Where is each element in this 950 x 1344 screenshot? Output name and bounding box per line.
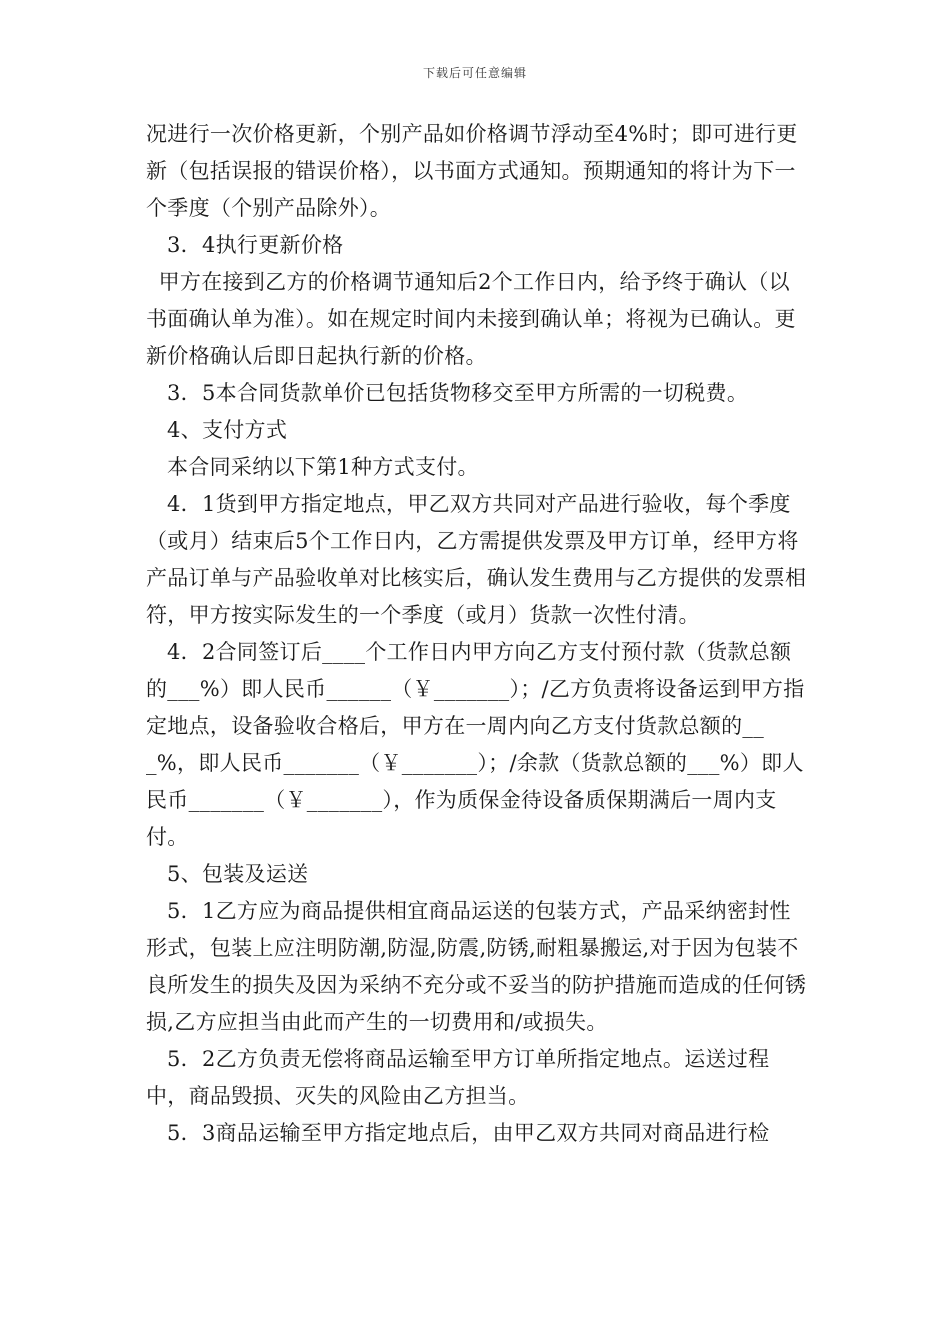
paragraph-4-2: 4．2合同签订后____个工作日内甲方向乙方支付预付款（货款总额的___%）即人民币______（￥_______）；/乙方负责将设备运到甲方指定地点，设备验收合格后，甲方在一周内向乙方支付货款总额的___%，即人民币_______（￥_______）；/余款（货款总额的___%）即人民币_______（￥_______），作为质保金待设备质保期满后一周内支付。 bbox=[146, 640, 805, 849]
section-heading-payment: 4、支付方式 bbox=[167, 418, 288, 442]
paragraph-confirm-price: 甲方在接到乙方的价格调节通知后2个工作日内，给予终于确认（以书面确认单为准）。如在规定时间内未接到确认单；将视为已确认。更新价格确认后即日起执行新的价格。 bbox=[146, 270, 796, 368]
page-header: 下载后可任意编辑 bbox=[422, 66, 527, 80]
section-heading-packaging: 5、包装及运送 bbox=[167, 862, 309, 886]
paragraph-payment-method: 本合同采纳以下第1种方式支付。 bbox=[167, 455, 479, 479]
paragraph-5-2: 5．2乙方负责无偿将商品运输至甲方订单所指定地点。运送过程中，商品毁损、灭失的风险由乙方担当。 bbox=[146, 1047, 770, 1108]
paragraph-5-3: 5．3商品运输至甲方指定地点后，由甲乙双方共同对商品进行检 bbox=[167, 1121, 770, 1145]
paragraph-5-1: 5．1乙方应为商品提供相宜商品运送的包装方式，产品采纳密封性形式，包装上应注明防潮,防湿,防震,防锈,耐粗暴搬运,对于因为包装不良所发生的损失及因为采纳不充分或不妥当的防护措施而造成的任何锈损,乙方应担当由此而产生的一切费用和/或损失。 bbox=[146, 899, 807, 1034]
paragraph-price-update: 况进行一次价格更新，个别产品如价格调节浮动至4%时；即可进行更新（包括误报的错误价格），以书面方式通知。预期通知的将计为下一个季度（个别产品除外）。 bbox=[146, 122, 798, 220]
section-heading-3-4: 3．4执行更新价格 bbox=[167, 233, 344, 257]
document-body bbox=[146, 116, 808, 1152]
paragraph-3-5: 3．5本合同货款单价已包括货物移交至甲方所需的一切税费。 bbox=[167, 381, 749, 405]
paragraph-4-1: 4．1货到甲方指定地点，甲乙双方共同对产品进行验收，每个季度（或月）结束后5个工作日内，乙方需提供发票及甲方订单，经甲方将产品订单与产品验收单对比核实后，确认发生费用与乙方提供的发票相符，甲方按实际发生的一个季度（或月）货款一次性付清。 bbox=[146, 492, 807, 627]
